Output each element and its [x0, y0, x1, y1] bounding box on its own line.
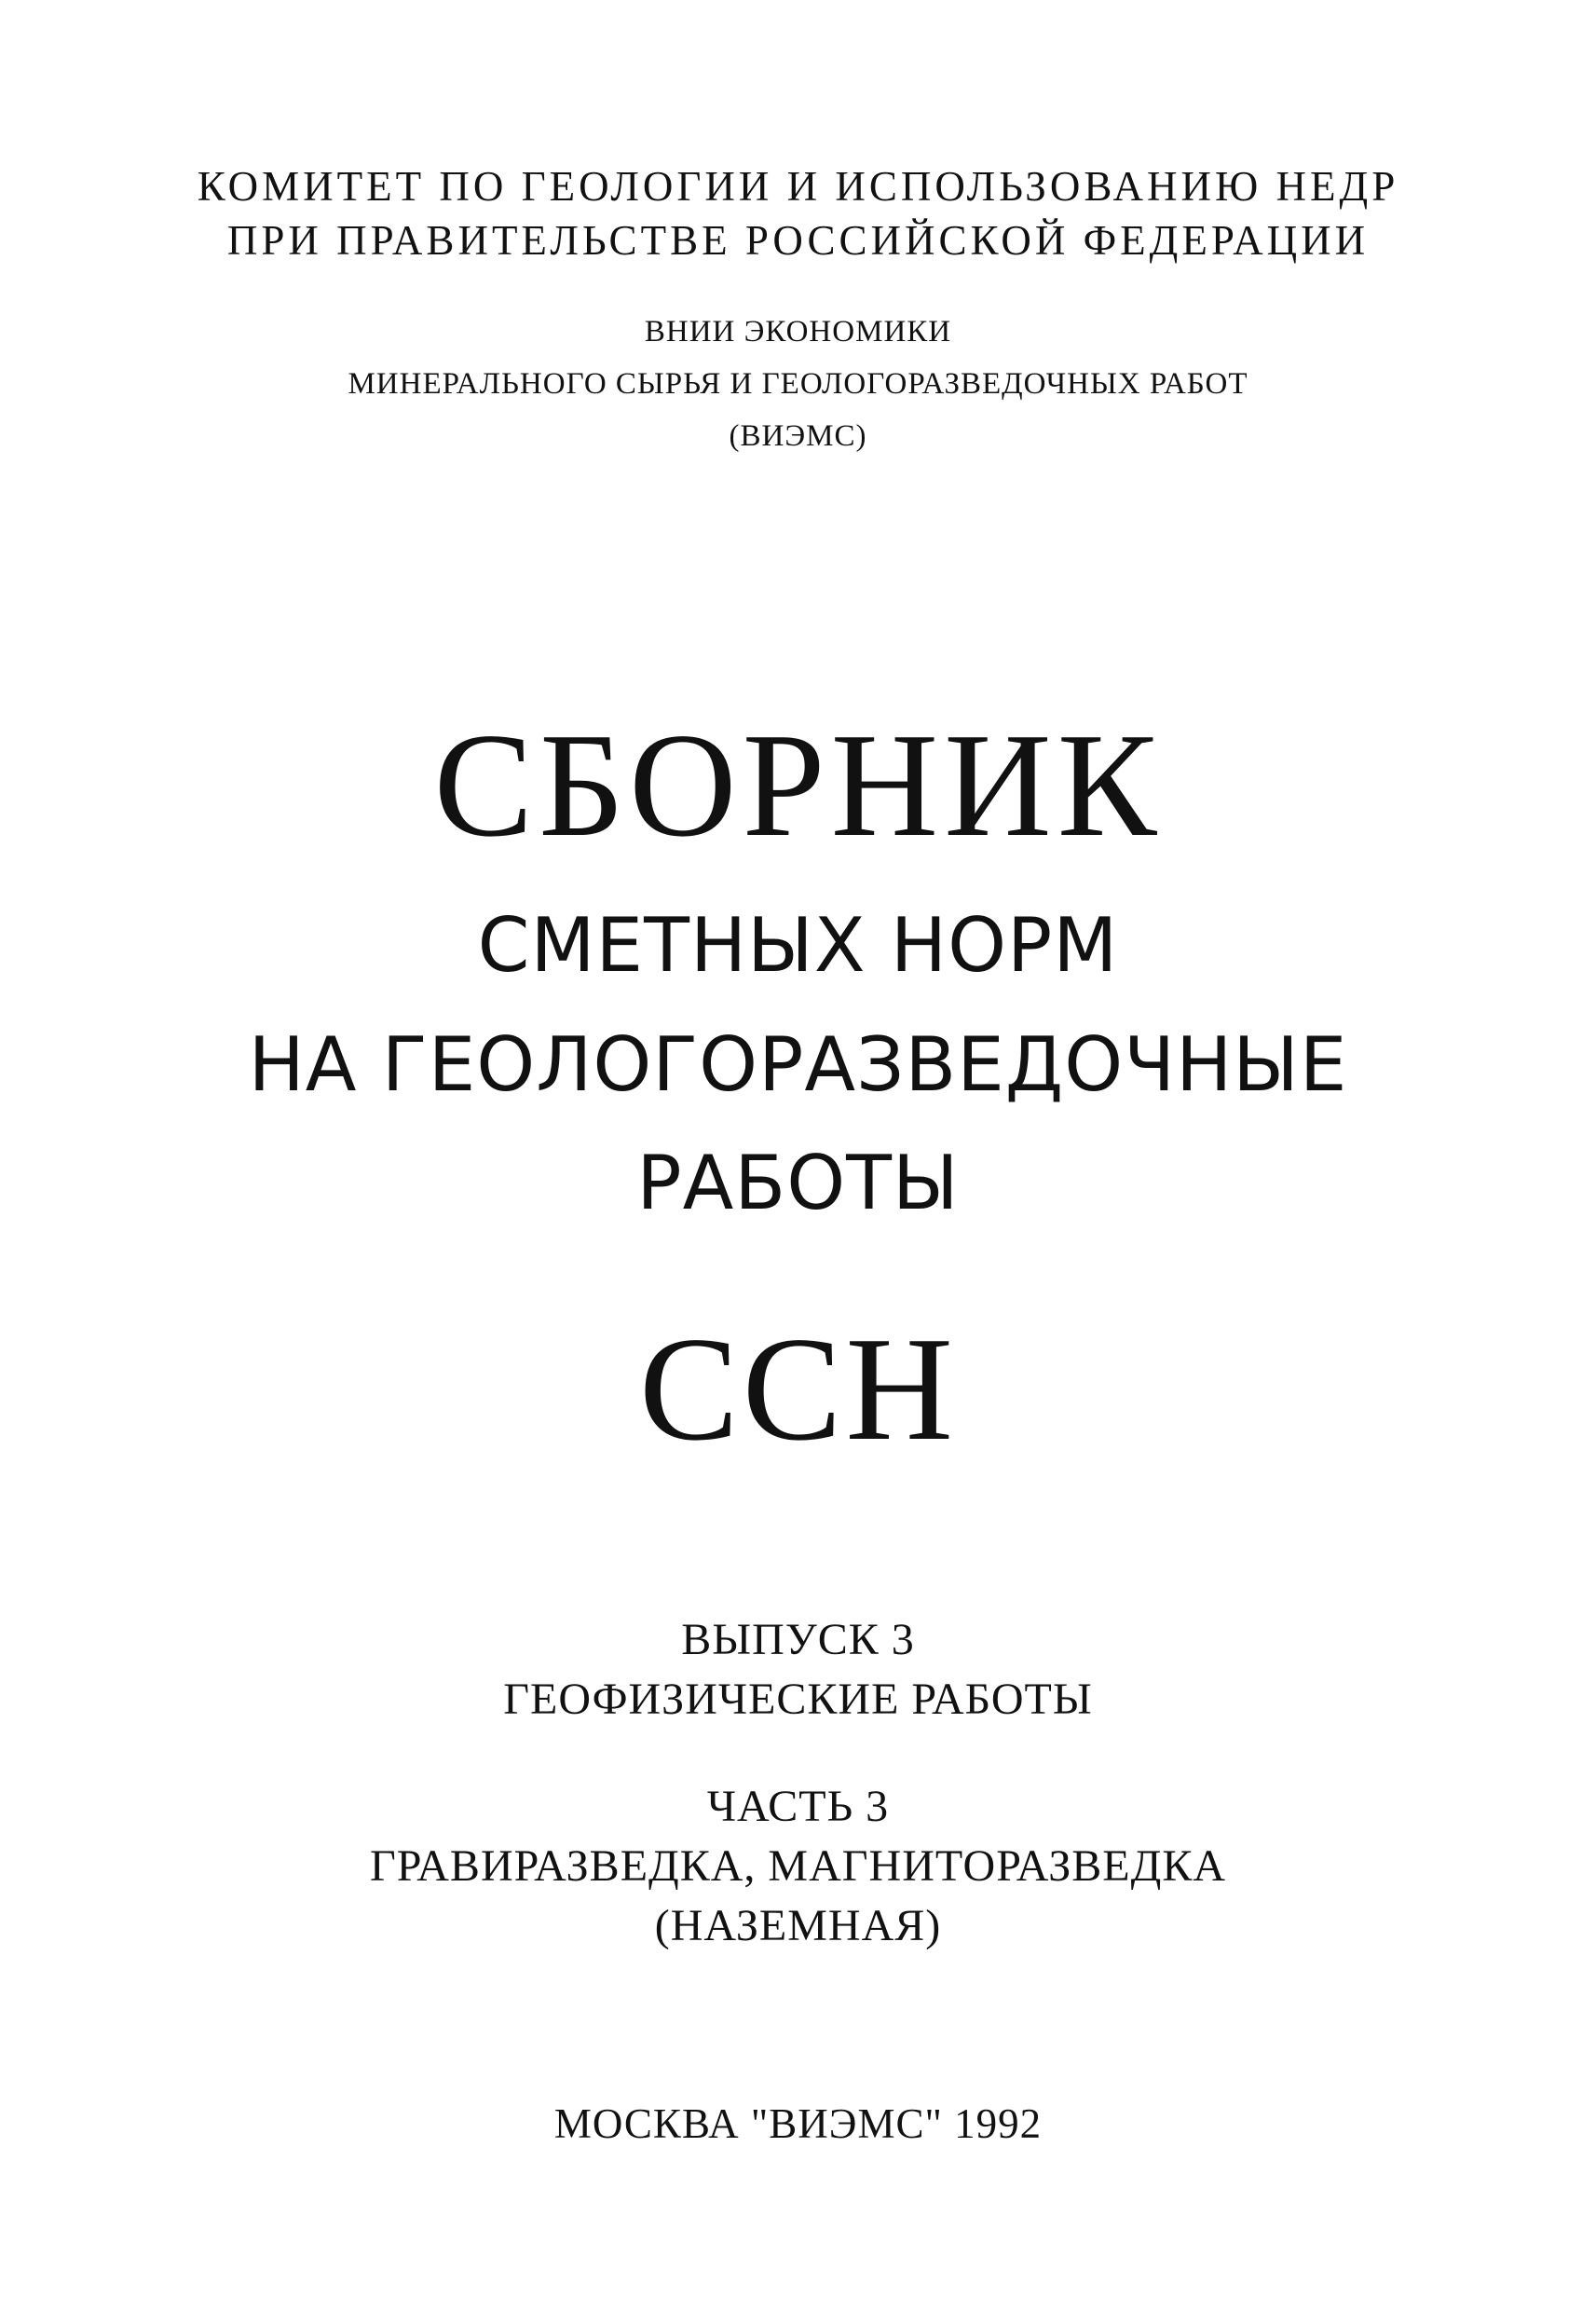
main-title: СБОРНИК: [433, 702, 1163, 868]
issue-number: ВЫПУСК 3: [681, 1615, 915, 1664]
part-number: ЧАСТЬ 3: [706, 1782, 890, 1831]
committee-line-1: КОМИТЕТ ПО ГЕОЛОГИИ И ИСПОЛЬЗОВАНИЮ НЕДР: [197, 163, 1399, 210]
subtitle-line-1: СМЕТНЫХ НОРМ: [477, 902, 1119, 989]
issue-title: ГЕОФИЗИЧЕСКИЕ РАБОТЫ: [503, 1675, 1093, 1724]
institute-line-2: МИНЕРАЛЬНОГО СЫРЬЯ И ГЕОЛОГОРАЗВЕДОЧНЫХ РАБОТ: [348, 367, 1248, 401]
subtitle-line-2: НА ГЕОЛОГОРАЗВЕДОЧНЫЕ: [248, 1021, 1348, 1108]
part-title-line-2: (НАЗЕМНАЯ): [654, 1901, 942, 1950]
imprint: МОСКВА "ВИЭМС" 1992: [553, 2100, 1043, 2147]
institute-abbreviation: (ВИЭМС): [729, 419, 867, 453]
subtitle-line-3: РАБОТЫ: [636, 1140, 960, 1226]
institute-line-1: ВНИИ ЭКОНОМИКИ: [644, 315, 952, 349]
ssn-abbreviation: ССН: [639, 1306, 957, 1471]
part-title-line-1: ГРАВИРАЗВЕДКА, МАГНИТОРАЗВЕДКА: [369, 1841, 1227, 1891]
committee-line-2: ПРИ ПРАВИТЕЛЬСТВЕ РОССИЙСКОЙ ФЕДЕРАЦИИ: [226, 217, 1370, 264]
